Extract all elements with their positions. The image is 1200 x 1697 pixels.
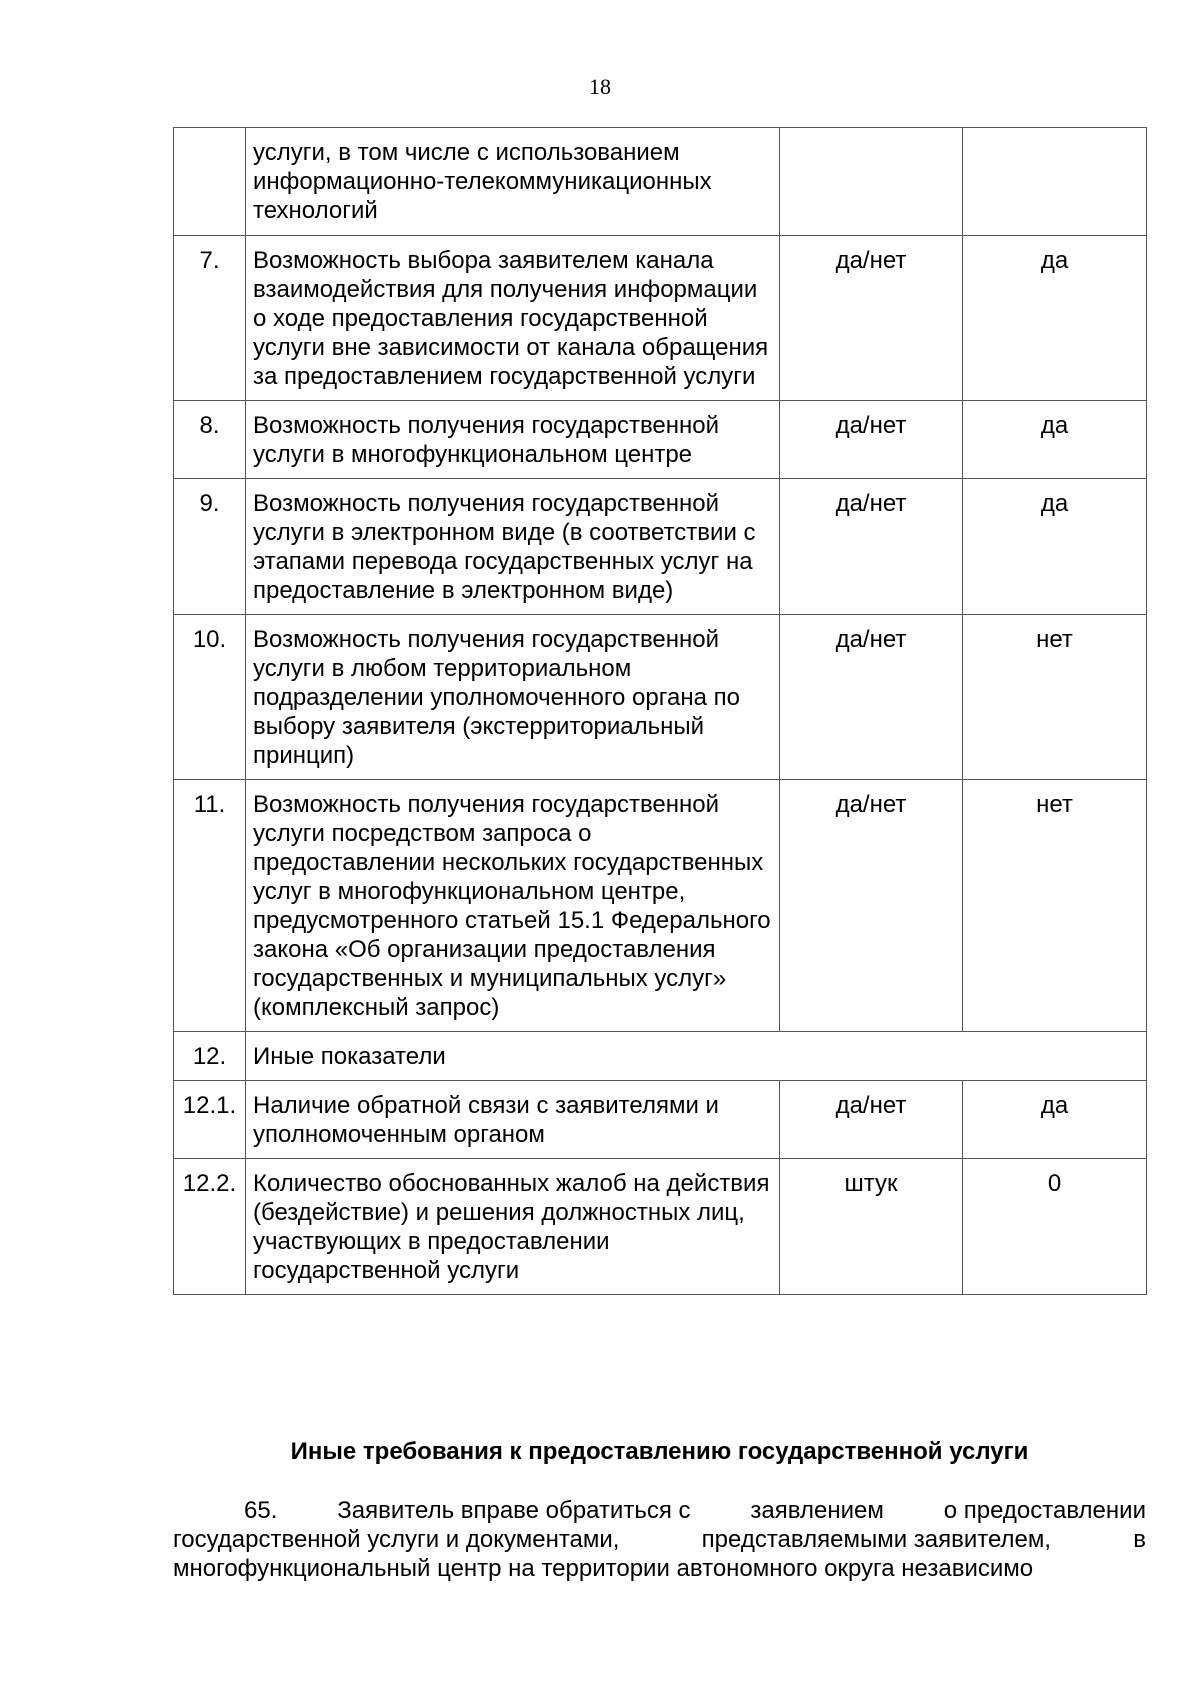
row-number-cell: 12.1. xyxy=(174,1081,246,1159)
row-unit-cell: да/нет xyxy=(780,236,963,401)
section-title: Иные требования к предоставлению государственной услуги xyxy=(290,1438,1029,1465)
row-value-cell: да xyxy=(963,479,1147,615)
row-unit-cell: да/нет xyxy=(780,615,963,780)
row-unit-cell: да/нет xyxy=(780,1081,963,1159)
row-name-cell: Возможность получения государственной услуги посредством запроса о предоставлении нескольких государственных услуг в многофункциональном центре, предусмотренного статьей 15.1 Федерального закона «Об организации предоставления государственных и муниципальных услуг» (комплексный запрос) xyxy=(246,780,780,1032)
row-number-cell: 12.2. xyxy=(174,1159,246,1295)
group-name-cell: Иные показатели xyxy=(246,1032,1147,1081)
row-name-cell: Возможность выбора заявителем канала взаимодействия для получения информации о ходе предоставления государственной услуги вне зависимости от канала обращения за предоставлением государственной услуги xyxy=(246,236,780,401)
row-unit-cell: да/нет xyxy=(780,479,963,615)
paragraph-number: 65. xyxy=(244,1497,278,1524)
table-row xyxy=(174,401,1147,479)
paragraph-text: в xyxy=(1133,1526,1146,1553)
row-name-cell: Возможность получения государственной услуги в электронном виде (в соответствии с этапами перевода государственных услуг на предоставление в электронном виде) xyxy=(246,479,780,615)
table-row xyxy=(174,780,1147,1032)
table-row xyxy=(174,1081,1147,1159)
page-number: 18 xyxy=(589,74,611,99)
row-value-cell xyxy=(963,128,1147,236)
row-unit-cell: штук xyxy=(780,1159,963,1295)
row-value-cell: да xyxy=(963,1081,1147,1159)
row-number-cell: 10. xyxy=(174,615,246,780)
table-row xyxy=(174,1159,1147,1295)
row-unit-cell: да/нет xyxy=(780,780,963,1032)
table-group-row xyxy=(174,1032,1147,1081)
table-row xyxy=(174,615,1147,780)
row-name-cell: Количество обоснованных жалоб на действия (бездействие) и решения должностных лиц, участвующих в предоставлении государственной услуги xyxy=(246,1159,780,1295)
table-row xyxy=(174,236,1147,401)
paragraph-line xyxy=(173,1525,1146,1554)
paragraph-line xyxy=(173,1496,1146,1525)
row-number-cell: 11. xyxy=(174,780,246,1032)
paragraph-line xyxy=(173,1554,1146,1583)
indicators-table xyxy=(173,127,1147,1295)
row-value-cell: нет xyxy=(963,780,1147,1032)
table-row xyxy=(174,128,1147,236)
paragraph-text: о предоставлении xyxy=(943,1497,1146,1524)
paragraph-text: Заявитель вправе обратиться с xyxy=(337,1497,691,1524)
row-number-cell: 8. xyxy=(174,401,246,479)
paragraph-text: представляемыми заявителем, xyxy=(701,1526,1052,1553)
row-unit-cell: да/нет xyxy=(780,401,963,479)
row-name-cell: услуги, в том числе с использованием информационно-телекоммуникационных технологий xyxy=(246,128,780,236)
row-number-cell: 12. xyxy=(174,1032,246,1081)
row-number-cell: 9. xyxy=(174,479,246,615)
paragraph-text: заявлением xyxy=(750,1497,884,1524)
row-value-cell: да xyxy=(963,236,1147,401)
row-value-cell: нет xyxy=(963,615,1147,780)
table-row xyxy=(174,479,1147,615)
row-name-cell: Возможность получения государственной услуги в многофункциональном центре xyxy=(246,401,780,479)
paragraph-text: государственной услуги и документами, xyxy=(173,1526,620,1553)
row-name-cell: Возможность получения государственной услуги в любом территориальном подразделении уполномоченного органа по выбору заявителя (экстерриториальный принцип) xyxy=(246,615,780,780)
paragraph-text: многофункциональный центр на территории автономного округа независимо xyxy=(173,1555,1034,1582)
row-number-cell xyxy=(174,128,246,236)
row-name-cell: Наличие обратной связи с заявителями и уполномоченным органом xyxy=(246,1081,780,1159)
row-value-cell: 0 xyxy=(963,1159,1147,1295)
row-unit-cell xyxy=(780,128,963,236)
row-value-cell: да xyxy=(963,401,1147,479)
row-number-cell: 7. xyxy=(174,236,246,401)
body-paragraph xyxy=(173,1496,1146,1583)
